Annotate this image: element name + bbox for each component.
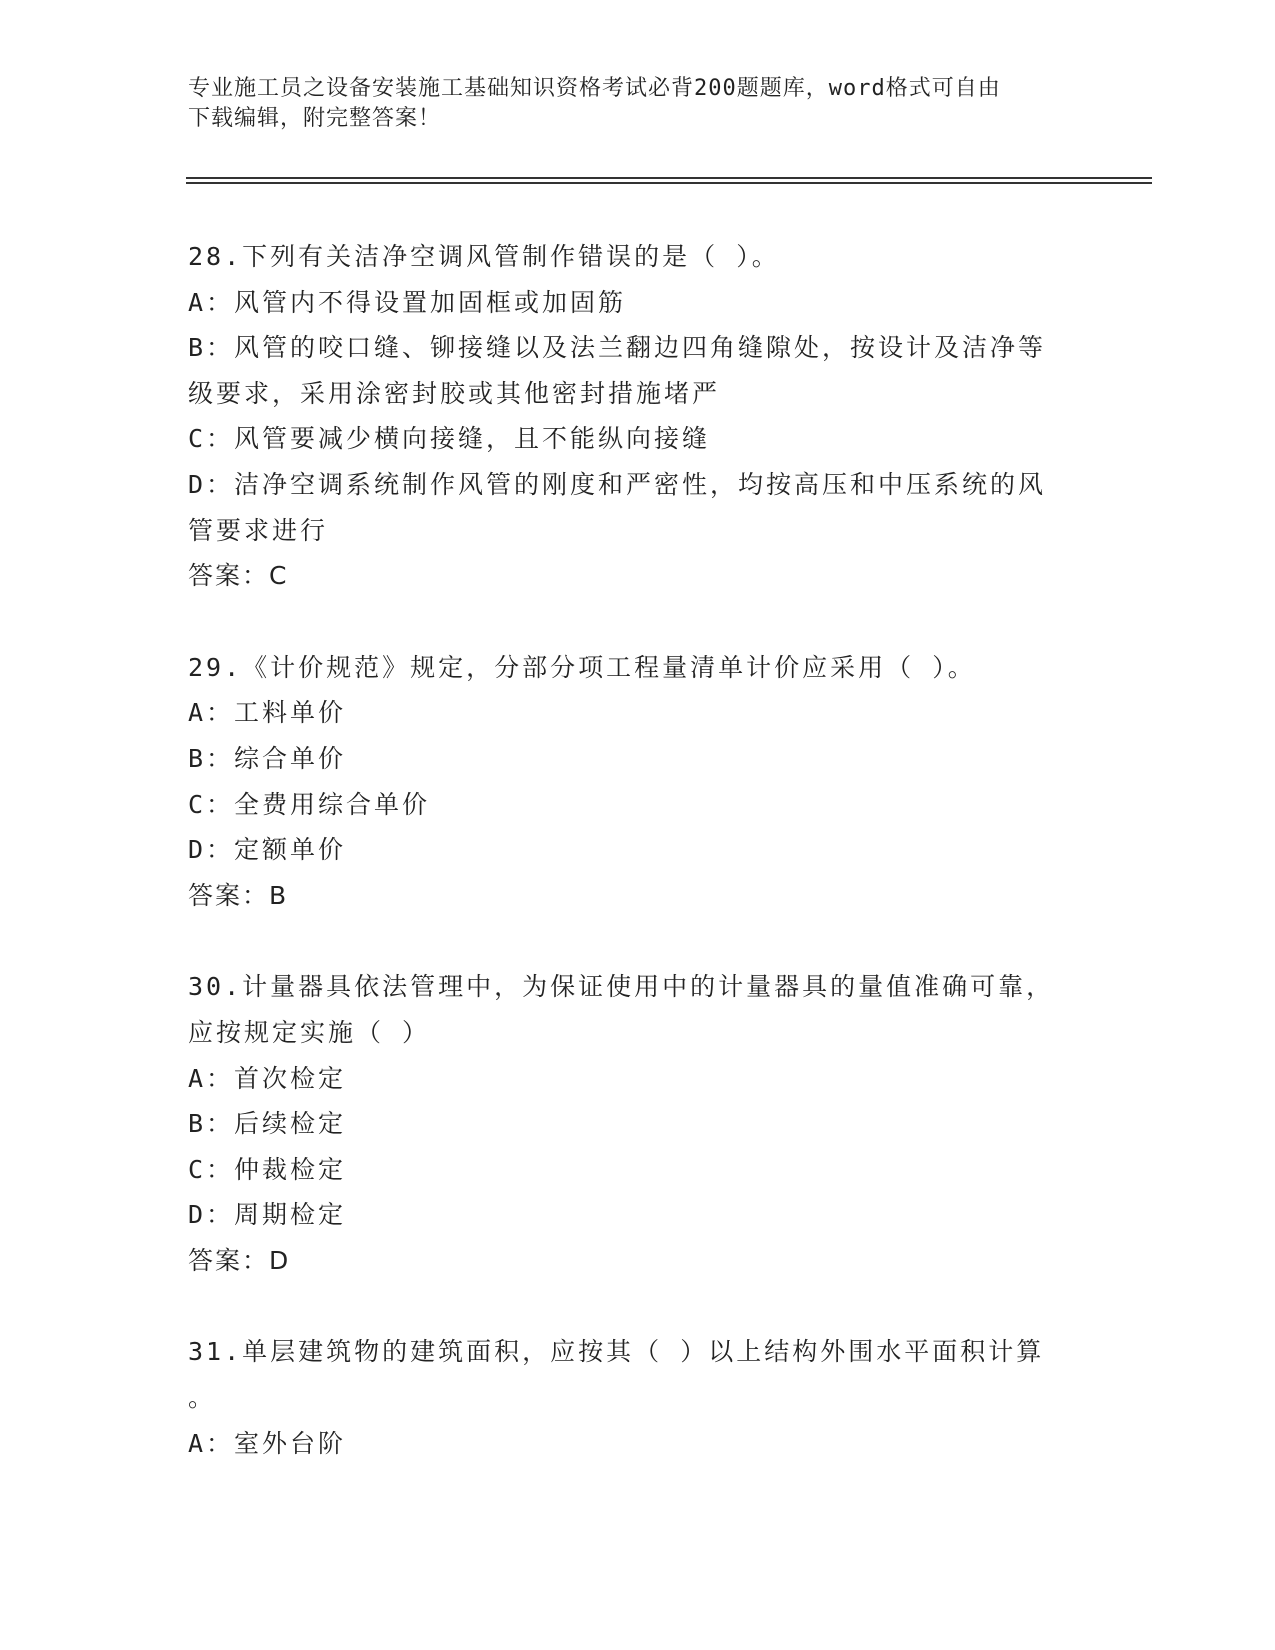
- question-stem: 31.单层建筑物的建筑面积，应按其（ ）以上结构外围水平面积计算: [188, 1337, 1045, 1367]
- question-list: [188, 234, 1088, 1512]
- option-a: A：室外台阶: [188, 1428, 347, 1458]
- question-31: [188, 1329, 1088, 1466]
- header-line-1: 专业施工员之设备安装施工基础知识资格考试必背200题题库，word格式可自由: [188, 76, 1001, 101]
- option-b: B：风管的咬口缝、铆接缝以及法兰翻边四角缝隙处，按设计及洁净等: [188, 333, 1047, 363]
- option-b: B：后续检定: [188, 1109, 347, 1139]
- option-b-continued: 级要求，采用涂密封胶或其他密封措施堵严: [188, 378, 721, 408]
- question-stem: 28.下列有关洁净空调风管制作错误的是（ ）。: [188, 242, 780, 271]
- option-b: B：综合单价: [188, 743, 347, 773]
- header-divider-top: [186, 177, 1152, 179]
- answer: 答案：D: [188, 1245, 291, 1275]
- option-c: C：仲裁检定: [188, 1154, 347, 1184]
- header-divider-bottom: [186, 182, 1152, 184]
- option-d-continued: 管要求进行: [188, 515, 329, 545]
- option-c: C：全费用综合单价: [188, 789, 431, 819]
- question-stem-continued: 应按规定实施（ ）: [188, 1017, 431, 1047]
- answer: 答案：C: [188, 561, 289, 591]
- option-d: D：洁净空调系统制作风管的刚度和严密性，均按高压和中压系统的风: [188, 469, 1047, 499]
- answer: 答案：B: [188, 880, 289, 910]
- document-header: [188, 74, 1068, 134]
- question-29: [188, 645, 1088, 919]
- option-d: D：周期检定: [188, 1200, 347, 1230]
- option-d: D：定额单价: [188, 835, 347, 865]
- question-stem: 30.计量器具依法管理中，为保证使用中的计量器具的量值准确可靠，: [188, 972, 1055, 1002]
- option-a: A：首次检定: [188, 1063, 347, 1093]
- header-line-2: 下载编辑，附完整答案！: [188, 106, 442, 131]
- option-a: A：风管内不得设置加固框或加固筋: [188, 287, 627, 317]
- question-28: [188, 234, 1088, 599]
- question-stem: 29.《计价规范》规定，分部分项工程量清单计价应采用（ ）。: [188, 652, 976, 682]
- question-30: [188, 964, 1088, 1283]
- question-stem-continued: 。: [188, 1383, 217, 1413]
- option-a: A：工料单价: [188, 698, 347, 728]
- option-c: C：风管要减少横向接缝，且不能纵向接缝: [188, 424, 711, 454]
